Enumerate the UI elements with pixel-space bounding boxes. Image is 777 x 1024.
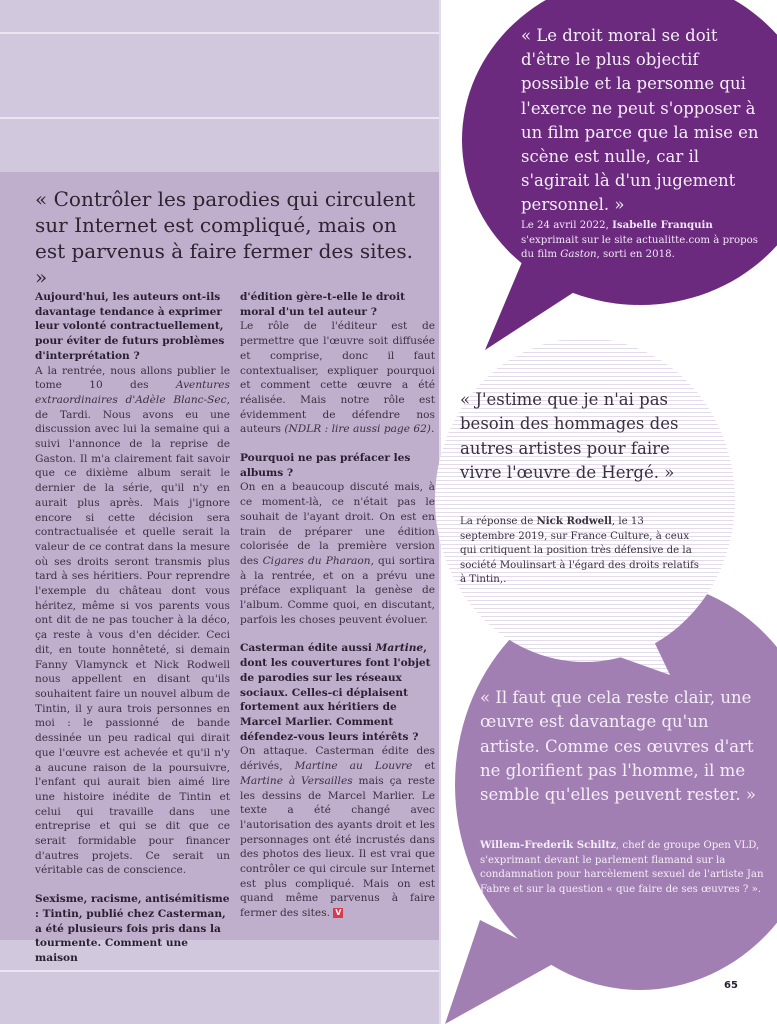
interview-question: Aujourd'hui, les auteurs ont-ils davantage tendance à exprimer leur volonté contractuellement, pour éviter de futurs problèmes d'interprétation ? xyxy=(35,291,225,362)
bubble-quote: « Il faut que cela reste clair, une œuvre est davantage qu'un artiste. Comme ces œuvres d'art ne glorifient pas l'homme, il me semble qu'elles peuvent rester. » xyxy=(480,688,756,805)
interview-question: Casterman édite aussi Martine, dont les couvertures font l'objet de parodies sur les réseaux sociaux. Celles-ci déplaisent fortement aux héritiers de Marcel Marlier. Comment défendez-vous leurs intérêts ? xyxy=(240,642,431,743)
interview-question: Sexisme, racisme, antisémitisme : Tintin, publié chez Casterman, a été plusieurs fois pris dans la tourmente. Comment une maison xyxy=(35,893,230,964)
interview-question: Pourquoi ne pas préfacer les albums ? xyxy=(240,452,411,479)
interview-answer: On en a beaucoup discuté mais, à ce moment-là, ce n'était pas le souhait de l'ayant droit. On est en train de préparer une édition colorisée de la première version des Cigares du Pharaon, qui sortira à la rentrée, et on a prévu une préface expliquant la genèse de l'album. Comme quoi, en discutant, parfois les choses peuvent évoluer. xyxy=(240,481,435,626)
bubble-quote: « Le droit moral se doit d'être le plus objectif possible et la personne qui l'exerce ne peut s'opposer à un film parce que la mise en scène est nulle, car il s'agirait là d'un jugement personnel. » xyxy=(521,26,759,215)
end-of-article-icon: V xyxy=(335,908,342,918)
interview-answer: A la rentrée, nous allons publier le tome 10 des Aventures extraordinaires d'Adèle Blanc-Sec, de Tardi. Nous avons eu une discussion avec lui la semaine qui a suivi l'annonce de la reprise de Gaston. Il m'a clairement fait savoir que ce dixième album serait le dernier de la série, qu'il n'y en aurait plus après. Mais j'ignore encore si cette décision sera contractualisée et quelle serait la valeur de ce contrat dans la mesure où ses droits seront transmis plus tard à ses héritiers. Pour reprendre l'exemple du château dont vous héritez, même si vos parents vous ont dit de ne pas toucher à la déco, ça reste à vous d'en décider. Ceci dit, en toute honnêteté, si demain Fanny Vlamynck et Nick Rodwell nous appellent en disant qu'ils souhaitent faire un nouvel album de Tintin, il y aura trois personnes en moi : le passionné de bande dessinée un peu radical qui dirait que l'œuvre est achevée et qu'il n'y a aucune raison de la poursuivre, l'enfant qui aurait bien aimé lire une histoire inédite de Tintin et celui qui travaille dans une entreprise et qui se dit que ce serait formidable pour financer d'autres projets. Ce serait un véritable cas de conscience. xyxy=(35,364,230,877)
bubble-quote: « J'estime que je n'ai pas besoin des hommages des autres artistes pour faire vivre l'œuvre de Hergé. » xyxy=(460,390,679,482)
interview-answer: Le rôle de l'éditeur est de permettre que l'œuvre soit diffusée et comprise, donc il faut contextualiser, expliquer pourquoi et comment cette œuvre a été réalisée. Mais notre rôle est évidemment de défendre nos auteurs (NDLR : lire aussi page 62). xyxy=(240,320,435,436)
bubble-caption: Willem-Frederik Schiltz, chef de groupe Open VLD, s'exprimant devant le parlement flamand sur la condamnation pour harcèlement sexuel de l'artiste Jan Fabre et sur la question « que faire de ses œuvres ? ». xyxy=(480,839,764,895)
bubble-caption: La réponse de Nick Rodwell, le 13 septembre 2019, sur France Culture, à ceux qui critiquent la position très défensive de la société Moulinsart à l'égard des droits relatifs à Tintin,. xyxy=(460,515,699,586)
bubble-caption: Le 24 avril 2022, Isabelle Franquin s'exprimait sur le site actualitte.com à propos du film Gaston, sorti en 2018. xyxy=(521,219,758,260)
interview-answer: On attaque. Casterman édite des dérivés, Martine au Louvre et Martine à Versailles mais ça reste les dessins de Marcel Marlier. Le texte a été changé avec l'autorisation des ayants droit et les personnages ont été incrustés dans des photos des lieux. Il est vrai que contrôler ce qui circule sur Internet est plus compliqué. Mais on est quand même parvenus à faire fermer des sites. V xyxy=(240,745,435,920)
interview-question: d'édition gère-t-elle le droit moral d'un tel auteur ? xyxy=(240,291,405,318)
pull-quote: « Contrôler les parodies qui circulent sur Internet est compliqué, mais on est parvenus à faire fermer des sites. » xyxy=(35,187,416,289)
page-number: 65 xyxy=(724,980,738,991)
